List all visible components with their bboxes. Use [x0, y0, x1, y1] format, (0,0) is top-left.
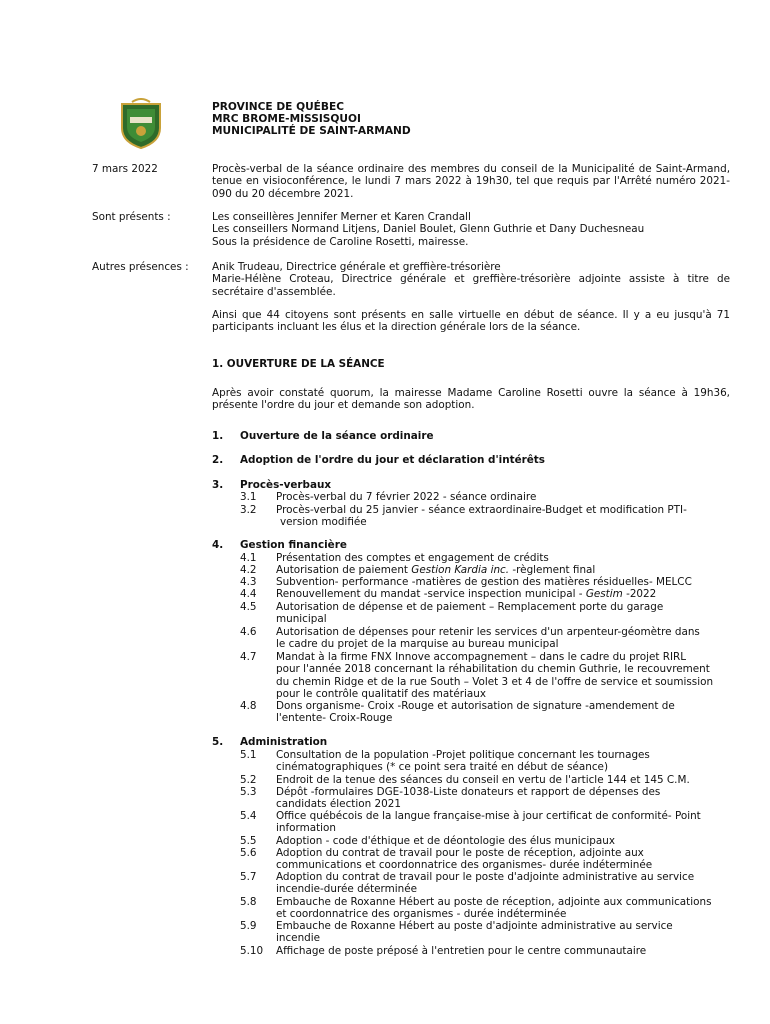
- item-number: 4.2: [240, 564, 257, 576]
- agenda-title: Administration: [240, 736, 328, 748]
- item-text: [276, 651, 730, 701]
- item-number: 4.6: [240, 626, 257, 638]
- item-line: incendie: [276, 932, 321, 945]
- agenda-title: Procès-verbaux: [240, 479, 332, 491]
- others-line: Marie-Hélène Croteau, Directrice générale et greffière-trésorière adjointe assiste à titre de secrétaire d'assemblée.: [212, 273, 730, 298]
- item-line: information: [276, 822, 336, 835]
- item-line: communications et coordonnatrice des organismes- durée indéterminée: [276, 859, 653, 872]
- item-number: 4.8: [240, 700, 257, 712]
- item-line: Office québécois de la langue française-mise à jour certificat de conformité- Point: [276, 810, 701, 822]
- item-text-part: -règlement final: [509, 564, 596, 576]
- header-municipality: MUNICIPALITÉ DE SAINT-ARMAND: [212, 125, 411, 138]
- item-text: [276, 626, 730, 651]
- agenda-number: 1.: [212, 430, 224, 442]
- item-text-part: Renouvellement du mandat -service inspection municipal -: [276, 588, 586, 600]
- item-line: Embauche de Roxanne Hébert au poste de réception, adjointe aux communications: [276, 896, 712, 908]
- others-line: Anik Trudeau, Directrice générale et greffière-trésorière: [212, 261, 501, 273]
- municipal-crest-logo: [118, 98, 164, 150]
- item-line: Consultation de la population -Projet politique concernant les tournages: [276, 749, 650, 761]
- item-text: [276, 896, 730, 921]
- item-number: 4.5: [240, 601, 257, 613]
- item-text: [276, 847, 730, 872]
- item-line: et coordonnatrice des organismes - durée indéterminée: [276, 908, 567, 921]
- item-text: [276, 564, 730, 576]
- item-line: candidats élection 2021: [276, 798, 401, 811]
- present-line: Les conseillères Jennifer Merner et Karen Crandall: [212, 211, 471, 223]
- item-text: [276, 786, 730, 811]
- item-line: Autorisation de dépense et de paiement – Remplacement porte du garage: [276, 601, 664, 613]
- item-number: 5.8: [240, 896, 257, 908]
- present-list: [212, 211, 730, 248]
- agenda-number: 5.: [212, 736, 224, 748]
- item-text: [276, 601, 730, 626]
- item-number: 5.7: [240, 871, 257, 883]
- header-province: PROVINCE DE QUÉBEC: [212, 101, 344, 113]
- item-line: Procès-verbal du 25 janvier - séance extraordinaire-Budget et modification PTI-: [276, 504, 687, 516]
- item-text-part: Autorisation de paiement: [276, 564, 412, 576]
- company-name: Gestim: [585, 588, 623, 600]
- item-text-part: -2022: [622, 588, 657, 600]
- item-line: Embauche de Roxanne Hébert au poste d'adjointe administrative au service: [276, 920, 673, 932]
- item-number: 4.3: [240, 576, 257, 588]
- item-text: [276, 749, 730, 774]
- intro-paragraph: Procès-verbal de la séance ordinaire des membres du conseil de la Municipalité de Saint-Armand, tenue en visioconférence, le lundi 7 mars 2022 à 19h30, tel que requis par l'Arrêté numéro 2021-090 du 20 décembre 2021.: [212, 163, 730, 200]
- item-line: le cadre du projet de la marquise au bureau municipal: [276, 638, 559, 651]
- citizens-paragraph: Ainsi que 44 citoyens sont présents en salle virtuelle en début de séance. Il y a eu jusqu'à 71 participants incluant les élus et la direction générale lors de la séance.: [212, 309, 730, 334]
- item-line: Dons organisme- Croix -Rouge et autorisation de signature -amendement de: [276, 700, 675, 712]
- item-number: 5.6: [240, 847, 257, 859]
- item-line: municipal: [276, 613, 327, 626]
- item-text: [276, 810, 730, 835]
- item-line: incendie-durée déterminée: [276, 883, 418, 896]
- section-title: 1. OUVERTURE DE LA SÉANCE: [212, 358, 385, 370]
- agenda-number: 4.: [212, 539, 224, 551]
- agenda-number: 2.: [212, 454, 224, 466]
- item-number: 3.2: [240, 504, 257, 516]
- document-header: [212, 101, 411, 138]
- company-name: Gestion Kardia inc.: [411, 564, 510, 576]
- meeting-date-label: 7 mars 2022: [92, 163, 158, 175]
- present-line: Sous la présidence de Caroline Rosetti, mairesse.: [212, 235, 469, 248]
- item-text: Endroit de la tenue des séances du conseil en vertu de l'article 144 et 145 C.M.: [276, 774, 690, 786]
- item-number: 5.4: [240, 810, 257, 822]
- item-text: Présentation des comptes et engagement de crédits: [276, 552, 549, 564]
- item-line: version modifiée: [280, 516, 367, 529]
- item-number: 5.3: [240, 786, 257, 798]
- others-list: [212, 261, 730, 298]
- present-line: Les conseillers Normand Litjens, Daniel Boulet, Glenn Guthrie et Dany Duchesneau: [212, 223, 645, 236]
- item-number: 5.2: [240, 774, 257, 786]
- item-line: pour le contrôle qualitatif des matériaux: [276, 688, 487, 701]
- item-text: [276, 700, 730, 725]
- item-text: Affichage de poste préposé à l'entretien pour le centre communautaire: [276, 945, 647, 957]
- section-paragraph: Après avoir constaté quorum, la mairesse Madame Caroline Rosetti ouvre la séance à 19h36, présente l'ordre du jour et demande son adoption.: [212, 387, 730, 412]
- item-text: Procès-verbal du 7 février 2022 - séance ordinaire: [276, 491, 537, 503]
- item-text: [276, 920, 730, 945]
- item-number: 5.9: [240, 920, 257, 932]
- present-label: Sont présents :: [92, 211, 171, 223]
- others-label: Autres présences :: [92, 261, 189, 273]
- item-line: cinématographiques (* ce point sera traité en début de séance): [276, 761, 609, 774]
- item-text: Subvention- performance -matières de gestion des matières résiduelles- MELCC: [276, 576, 692, 588]
- item-line: du chemin Ridge et de la rue South – Volet 3 et 4 de l'offre de service et soumission: [276, 675, 714, 688]
- agenda-title: Ouverture de la séance ordinaire: [240, 430, 434, 442]
- item-number: 4.1: [240, 552, 257, 564]
- item-number: 4.4: [240, 588, 257, 600]
- item-number: 5.1: [240, 749, 257, 761]
- item-line: Adoption du contrat de travail pour le poste de réception, adjointe aux: [276, 847, 644, 859]
- agenda-title: Adoption de l'ordre du jour et déclaration d'intérêts: [240, 454, 545, 466]
- agenda-number: 3.: [212, 479, 224, 491]
- item-number: 4.7: [240, 651, 257, 663]
- item-line: Mandat à la firme FNX Innove accompagnement – dans le cadre du projet RIRL: [276, 651, 687, 663]
- item-number: 3.1: [240, 491, 257, 503]
- item-text: [276, 871, 730, 896]
- item-text: [276, 504, 730, 529]
- header-mrc: MRC BROME-MISSISQUOI: [212, 113, 361, 126]
- agenda-title: Gestion financière: [240, 539, 347, 551]
- item-line: pour l'année 2018 concernant la réhabilitation du chemin Guthrie, le recouvrement: [276, 663, 710, 676]
- item-line: Autorisation de dépenses pour retenir les services d'un arpenteur-géomètre dans: [276, 626, 700, 638]
- item-line: l'entente- Croix-Rouge: [276, 712, 393, 725]
- item-line: Dépôt -formulaires DGE-1038-Liste donateurs et rapport de dépenses des: [276, 786, 661, 798]
- item-line: Adoption du contrat de travail pour le poste d'adjointe administrative au service: [276, 871, 695, 883]
- item-text: Adoption - code d'éthique et de déontologie des élus municipaux: [276, 835, 615, 847]
- item-text: [276, 588, 730, 600]
- item-number: 5.10: [240, 945, 264, 957]
- item-number: 5.5: [240, 835, 257, 847]
